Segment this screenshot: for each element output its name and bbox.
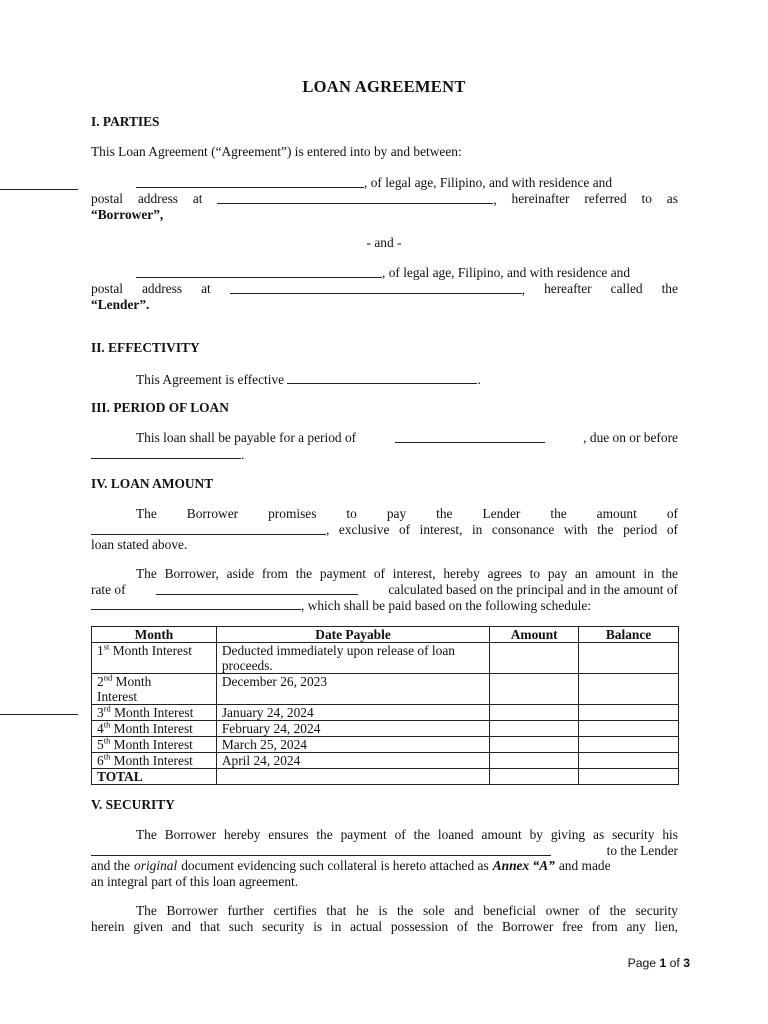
table-total-row [92, 769, 679, 785]
loan-period-blank[interactable] [395, 430, 545, 443]
date-cell: March 25, 2024 [216, 737, 489, 753]
balance-cell[interactable] [579, 753, 679, 769]
amount-cell[interactable] [490, 753, 579, 769]
security-paragraph: The Borrower hereby ensures the payment of the loaned amount by giving as security his to the Lender and the original document evidencing such collateral is hereto attached as Annex “A” and made an integral part of this loan agreement. [91, 827, 678, 889]
table-row [92, 737, 679, 753]
lender-name-blank[interactable] [136, 265, 382, 278]
total-amount-cell[interactable] [490, 769, 579, 785]
month-cell: 1st Month Interest [92, 643, 217, 674]
section-heading-security: V. SECURITY [91, 797, 175, 812]
lender-clause: , of legal age, Filipino, and with residence and postal address at , hereafter called the “Lender”. [91, 265, 678, 313]
amount-cell[interactable] [490, 643, 579, 674]
balance-cell[interactable] [579, 674, 679, 705]
effectivity-date-blank[interactable] [287, 371, 477, 384]
month-cell: 2nd Month Interest [92, 674, 217, 705]
borrower-address-blank[interactable] [217, 191, 493, 204]
table-row [92, 674, 679, 705]
total-label: TOTAL [92, 769, 217, 785]
month-cell: 3rd Month Interest [92, 705, 217, 721]
balance-cell[interactable] [579, 737, 679, 753]
borrower-label: “Borrower”, [91, 207, 164, 223]
amount-cell[interactable] [490, 721, 579, 737]
effectivity-text: This Agreement is effective . [136, 372, 481, 387]
column-header-date-payable: Date Payable [216, 627, 489, 643]
date-cell: Deducted immediately upon release of loan proceeds. [216, 643, 489, 674]
margin-rule [0, 714, 78, 715]
lender-label: “Lender”. [91, 297, 150, 313]
column-header-amount: Amount [490, 627, 579, 643]
column-header-month: Month [92, 627, 217, 643]
period-text: This loan shall be payable for a period of , due on or before . [91, 430, 678, 462]
balance-cell[interactable] [579, 643, 679, 674]
month-cell: 6th Month Interest [92, 753, 217, 769]
balance-cell[interactable] [579, 705, 679, 721]
table-header-row [92, 627, 679, 643]
interest-paragraph: The Borrower, aside from the payment of interest, hereby agrees to pay an amount in the rate of calculated based on the principal and in the amount of , which shall be paid based on the following schedule: [91, 566, 678, 614]
date-cell: February 24, 2024 [216, 721, 489, 737]
amount-cell[interactable] [490, 737, 579, 753]
interest-rate-blank[interactable] [156, 582, 358, 595]
and-separator: - and - [366, 235, 402, 250]
interest-amount-blank[interactable] [91, 597, 301, 610]
section-heading-parties: I. PARTIES [91, 114, 160, 129]
section-heading-period: III. PERIOD OF LOAN [91, 400, 229, 415]
annex-reference: Annex “A” [492, 858, 555, 874]
loan-amount-paragraph: The Borrower promises to pay the Lender the amount of , exclusive of interest, in consonance with the period of loan stated above. [91, 506, 678, 553]
total-balance-cell[interactable] [579, 769, 679, 785]
document-title: LOAN AGREEMENT [302, 77, 466, 96]
borrower-name-blank[interactable] [136, 175, 364, 188]
month-cell: 5th Month Interest [92, 737, 217, 753]
section-heading-effectivity: II. EFFECTIVITY [91, 340, 200, 355]
column-header-balance: Balance [579, 627, 679, 643]
table-row [92, 643, 679, 674]
ownership-paragraph: The Borrower further certifies that he is the sole and beneficial owner of the security herein given and that such security is in actual possession of the Borrower free from any lien, [91, 903, 678, 934]
date-cell: January 24, 2024 [216, 705, 489, 721]
page-number: Page 1 of 3 [627, 956, 690, 970]
table-row [92, 753, 679, 769]
table-row [92, 721, 679, 737]
parties-intro: This Loan Agreement (“Agreement”) is entered into by and between: [91, 144, 462, 159]
date-cell: April 24, 2024 [216, 753, 489, 769]
section-heading-loan-amount: IV. LOAN AMOUNT [91, 476, 214, 491]
balance-cell[interactable] [579, 721, 679, 737]
security-description-blank[interactable] [91, 843, 551, 856]
date-cell: December 26, 2023 [216, 674, 489, 705]
loan-amount-blank[interactable] [91, 522, 326, 535]
borrower-clause: , of legal age, Filipino, and with residence and postal address at , hereinafter referred to as “Borrower”, [91, 175, 678, 223]
due-date-blank[interactable] [91, 446, 241, 459]
amount-cell[interactable] [490, 705, 579, 721]
margin-rule [0, 189, 78, 190]
table-row [92, 705, 679, 721]
amount-cell[interactable] [490, 674, 579, 705]
payment-schedule-table [91, 626, 679, 785]
lender-address-blank[interactable] [230, 281, 522, 294]
month-cell: 4th Month Interest [92, 721, 217, 737]
total-date-cell [216, 769, 489, 785]
